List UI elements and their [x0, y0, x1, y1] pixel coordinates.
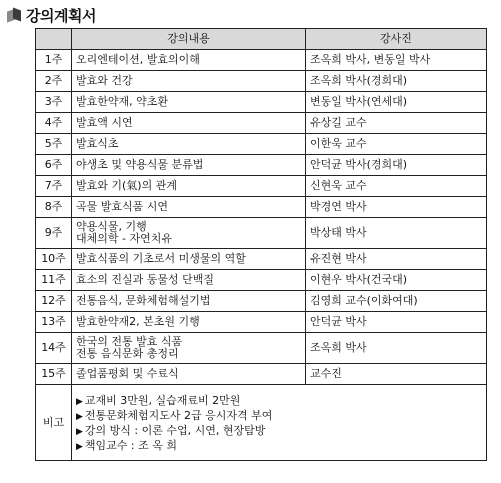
week-cell: 12주 — [36, 291, 72, 312]
content-line: 곡물 발효식품 시연 — [76, 200, 169, 213]
content-line: 전통 음식문화 총정리 — [76, 347, 179, 360]
instructor-cell: 김영희 교수(이화여대) — [306, 291, 487, 312]
week-cell: 6주 — [36, 155, 72, 176]
instructor-cell: 교수진 — [306, 364, 487, 385]
week-cell: 3주 — [36, 92, 72, 113]
content-cell — [72, 176, 306, 197]
content-cell — [72, 155, 306, 176]
week-cell: 10주 — [36, 249, 72, 270]
content-cell — [72, 249, 306, 270]
table-row — [36, 134, 487, 155]
content-cell — [72, 291, 306, 312]
page-heading — [6, 4, 96, 26]
week-cell: 14주 — [36, 333, 72, 364]
notes-label: 비고 — [36, 385, 72, 461]
week-cell: 2주 — [36, 71, 72, 92]
week-cell: 15주 — [36, 364, 72, 385]
content-cell — [72, 218, 306, 249]
content-column-header: 강의내용 — [72, 29, 306, 50]
table-row — [36, 364, 487, 385]
table-row — [36, 291, 487, 312]
content-cell — [72, 134, 306, 155]
instructor-cell: 박상태 박사 — [306, 218, 487, 249]
table-row — [36, 270, 487, 291]
week-cell: 13주 — [36, 312, 72, 333]
notes-list — [76, 393, 482, 453]
instructor-cell: 이한욱 교수 — [306, 134, 487, 155]
content-line: 전통음식, 문화체험해설기법 — [76, 294, 211, 307]
note-item: ▶ 강의 방식 : 이론 수업, 시연, 현장탐방 — [76, 423, 482, 438]
instructor-cell: 유상길 교수 — [306, 113, 487, 134]
content-line: 약용식물, 기행 — [76, 220, 147, 233]
week-cell: 9주 — [36, 218, 72, 249]
notes-cell — [72, 385, 487, 461]
content-line: 효소의 진실과 동물성 단백질 — [76, 273, 215, 286]
content-cell — [72, 312, 306, 333]
content-cell — [72, 197, 306, 218]
content-line: 발효와 건강 — [76, 74, 133, 87]
content-line: 오리엔테이션, 발효의이해 — [76, 53, 200, 66]
content-line: 발효식품의 기초로서 미생물의 역할 — [76, 252, 246, 265]
content-cell — [72, 333, 306, 364]
book-icon — [6, 7, 22, 23]
content-line: 발효한약재2, 본초원 기행 — [76, 315, 200, 328]
instructor-cell: 이현우 박사(건국대) — [306, 270, 487, 291]
table-row — [36, 176, 487, 197]
week-cell: 8주 — [36, 197, 72, 218]
week-cell: 4주 — [36, 113, 72, 134]
instructor-cell: 조옥희 박사, 변동일 박사 — [306, 50, 487, 71]
content-line: 발효한약재, 약초환 — [76, 95, 169, 108]
table-row — [36, 113, 487, 134]
table-row — [36, 218, 487, 249]
note-item: ▶ 책임교수 : 조 옥 희 — [76, 438, 482, 453]
content-line: 졸업품평회 및 수료식 — [76, 367, 179, 380]
week-cell: 11주 — [36, 270, 72, 291]
notes-row — [36, 385, 487, 461]
content-line: 발효와 기(氣)의 관계 — [76, 179, 177, 192]
table-row — [36, 249, 487, 270]
instructor-cell: 안덕균 박사 — [306, 312, 487, 333]
table-row — [36, 71, 487, 92]
instructor-cell: 유진현 박사 — [306, 249, 487, 270]
instructor-cell: 신현욱 교수 — [306, 176, 487, 197]
week-column-header — [36, 29, 72, 50]
content-line: 대체의학 - 자연치유 — [76, 232, 172, 245]
content-cell — [72, 364, 306, 385]
week-cell: 5주 — [36, 134, 72, 155]
table-row — [36, 197, 487, 218]
content-line: 한국의 전통 발효 식품 — [76, 335, 183, 348]
content-cell — [72, 71, 306, 92]
content-line: 야생초 및 약용식물 분류법 — [76, 158, 204, 171]
instructor-cell: 조옥희 박사 — [306, 333, 487, 364]
content-cell — [72, 113, 306, 134]
table-row — [36, 92, 487, 113]
content-cell — [72, 92, 306, 113]
instructor-cell: 변동일 박사(연세대) — [306, 92, 487, 113]
instructor-column-header: 강사진 — [306, 29, 487, 50]
week-cell: 7주 — [36, 176, 72, 197]
instructor-cell: 안덕균 박사(경희대) — [306, 155, 487, 176]
table-row — [36, 155, 487, 176]
table-row — [36, 333, 487, 364]
content-cell — [72, 270, 306, 291]
instructor-cell: 조옥희 박사(경희대) — [306, 71, 487, 92]
note-item: ▶ 전통문화체험지도사 2급 응시자격 부여 — [76, 408, 482, 423]
syllabus-table — [35, 28, 487, 461]
note-item: ▶ 교재비 3만원, 실습재료비 2만원 — [76, 393, 482, 408]
page-title: 강의계획서 — [26, 6, 96, 25]
content-line: 발효식초 — [76, 137, 119, 150]
week-cell: 1주 — [36, 50, 72, 71]
content-line: 발효액 시연 — [76, 116, 133, 129]
content-cell — [72, 50, 306, 71]
table-header-row — [36, 29, 487, 50]
table-row — [36, 312, 487, 333]
instructor-cell: 박경연 박사 — [306, 197, 487, 218]
table-row — [36, 50, 487, 71]
